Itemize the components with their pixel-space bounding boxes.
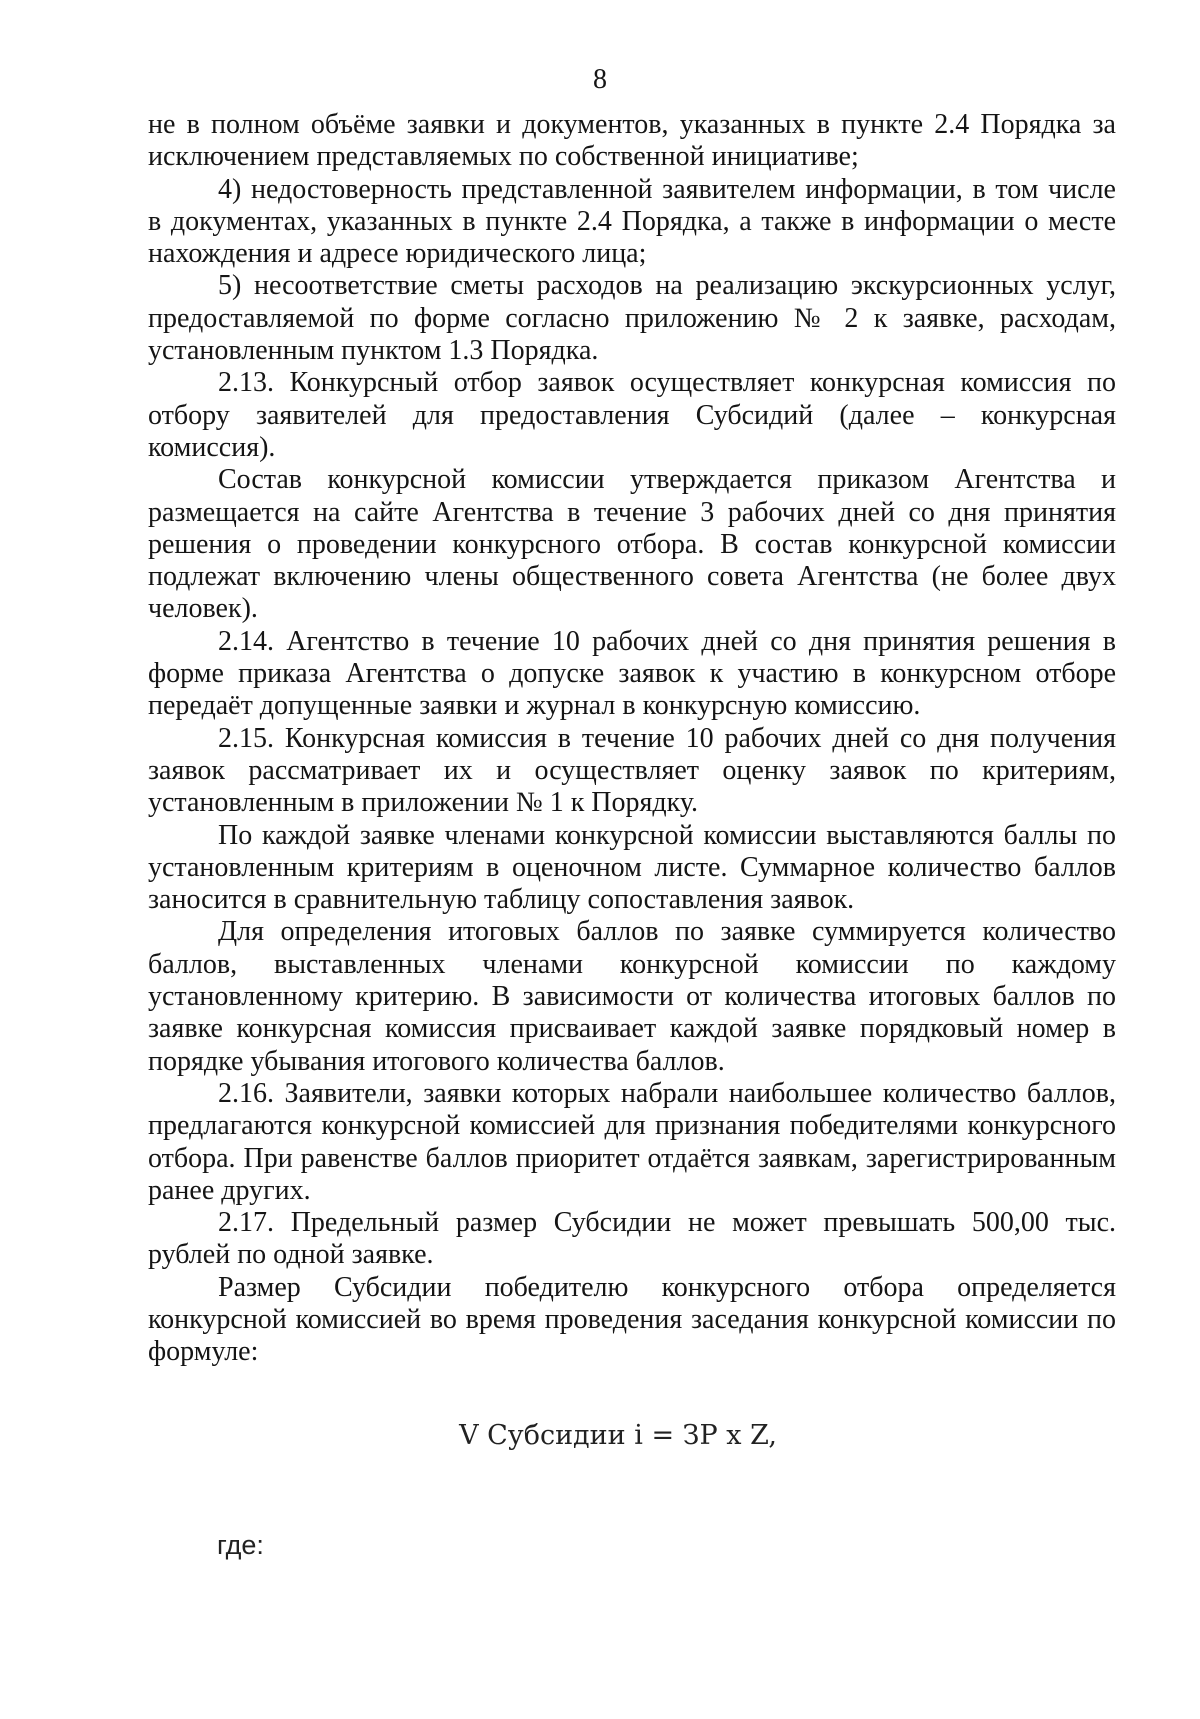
paragraph-2-14: 2.14. Агентство в течение 10 рабочих дней со дня принятия решения в форме приказа Агентства о допуске заявок к участию в конкурсном отборе передаёт допущенные заявки и журнал в конкурсную комиссию.: [148, 625, 1116, 722]
paragraph-2-16: 2.16. Заявители, заявки которых набрали наибольшее количество баллов, предлагаются конкурсной комиссией для признания победителями конкурсного отбора. При равенстве баллов приоритет отдаётся заявкам, зарегистрированным ранее других.: [148, 1077, 1116, 1206]
where-label: где:: [217, 1530, 264, 1560]
page-number: 8: [593, 64, 607, 95]
paragraph-scoring: По каждой заявке членами конкурсной комиссии выставляются баллы по установленным критериям в оценочном листе. Суммарное количество баллов заносится в сравнительную таблицу сопоставления заявок.: [148, 819, 1116, 916]
paragraph-commission-composition: Состав конкурсной комиссии утверждается приказом Агентства и размещается на сайте Агентства в течение 3 рабочих дней со дня принятия решения о проведении конкурсного отбора. В состав конкурсной комиссии подлежат включению члены общественного совета Агентства (не более двух человек).: [148, 464, 1116, 625]
paragraph-item-5: 5) несоответствие сметы расходов на реализацию экскурсионных услуг, предоставляемой по форме согласно приложению № 2 к заявке, расходам, установленным пунктом 1.3 Порядка.: [148, 270, 1116, 367]
paragraph-subsidy-size: Размер Субсидии победителю конкурсного отбора определяется конкурсной комиссией во время проведения заседания конкурсной комиссии по формуле:: [148, 1271, 1116, 1368]
document-body: [148, 109, 1116, 1369]
paragraph-continuation: не в полном объёме заявки и документов, указанных в пункте 2.4 Порядка за исключением представляемых по собственной инициативе;: [148, 109, 1116, 173]
paragraph-final-scores: Для определения итоговых баллов по заявке суммируется количество баллов, выставленных членами конкурсной комиссии по каждому установленному критерию. В зависимости от количества итоговых баллов по заявке конкурсная комиссия присваивает каждой заявке порядковый номер в порядке убывания итогового количества баллов.: [148, 916, 1116, 1077]
paragraph-item-4: 4) недостоверность представленной заявителем информации, в том числе в документах, указанных в пункте 2.4 Порядка, а также в информации о месте нахождения и адресе юридического лица;: [148, 173, 1116, 270]
paragraph-2-13: 2.13. Конкурсный отбор заявок осуществляет конкурсная комиссия по отбору заявителей для предоставления Субсидий (далее – конкурсная комиссия).: [148, 367, 1116, 463]
paragraph-2-17: 2.17. Предельный размер Субсидии не может превышать 500,00 тыс. рублей по одной заявке.: [148, 1207, 1116, 1271]
subsidy-formula: V Субсидии i = ЗP x Z,: [459, 1420, 777, 1451]
paragraph-2-15: 2.15. Конкурсная комиссия в течение 10 рабочих дней со дня получения заявок рассматривает их и осуществляет оценку заявок по критериям, установленным в приложении № 1 к Порядку.: [148, 722, 1116, 819]
